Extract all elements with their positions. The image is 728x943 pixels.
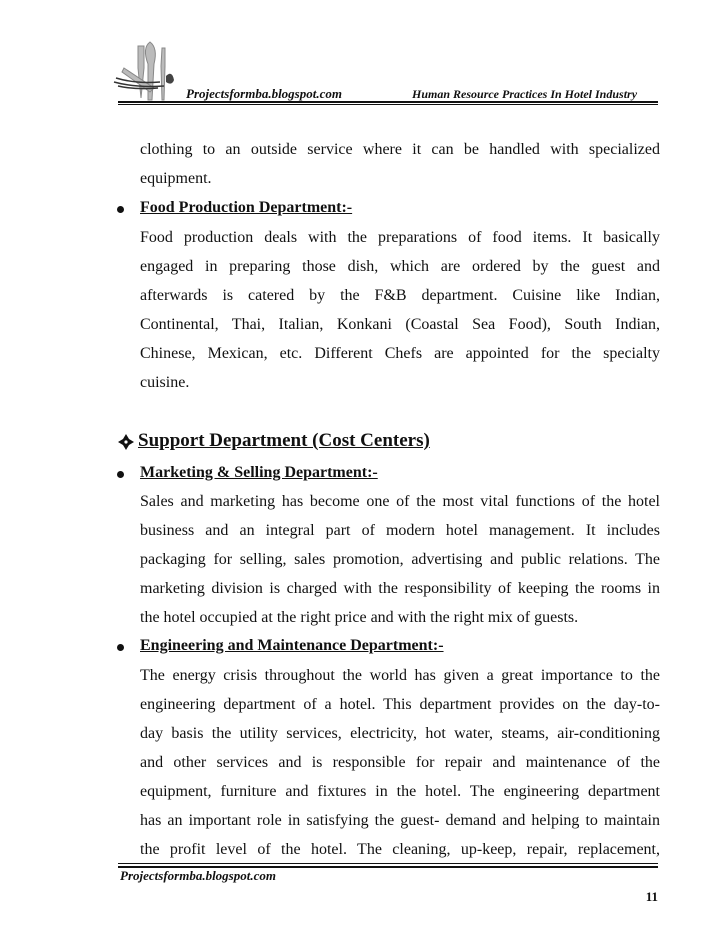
food-production-heading: Food Production Department:- [140,199,353,216]
body-line: packaging for selling, sales promotion, advertising and public relations. The [140,551,660,568]
body-line: Food production deals with the preparations of food items. It basically [140,229,660,246]
header-divider [118,101,658,103]
bullet-dot-icon [117,471,124,478]
body-line: equipment, furniture and fixtures in the hotel. The engineering department [140,783,660,800]
footer-site-name: Projectsformba.blogspot.com [120,868,276,883]
support-department-heading: Support Department (Cost Centers) [138,430,430,451]
body-line: the hotel occupied at the right price and with the right mix of guests. [140,609,579,626]
bullet-dot-icon [117,644,124,651]
cutlery-logo-icon [110,38,190,108]
body-line: day basis the utility services, electricity, hot water, steams, air-conditioning [140,725,660,742]
body-line: The energy crisis throughout the world has given a great importance to the [140,667,660,684]
footer-divider [118,863,658,864]
header-site-name: Projectsformba.blogspot.com [186,86,342,101]
body-line: business and an integral part of modern hotel management. It includes [140,522,660,539]
body-line: afterwards is catered by the F&B department. Cuisine like Indian, [140,287,660,304]
header-divider-thin [118,104,658,105]
body-line: equipment. [140,170,212,187]
body-line: marketing division is charged with the responsibility of keeping the rooms in [140,580,660,597]
body-line: Sales and marketing has become one of the most vital functions of the hotel [140,493,660,510]
body-line: the profit level of the hotel. The cleaning, up-keep, repair, replacement, [140,841,660,858]
engineering-heading: Engineering and Maintenance Department:- [140,637,444,654]
body-line: and other services and is responsible for repair and maintenance of the [140,754,660,771]
body-line: clothing to an outside service where it can be handled with specialized [140,141,660,158]
page-number: 11 [645,889,658,904]
body-line: Chinese, Mexican, etc. Different Chefs are appointed for the specialty [140,345,660,362]
body-line: cuisine. [140,374,190,391]
body-line: Continental, Thai, Italian, Konkani (Coastal Sea Food), South Indian, [140,316,660,333]
marketing-heading: Marketing & Selling Department:- [140,464,378,481]
diamond-bullet-icon [118,434,134,450]
header-document-title: Human Resource Practices In Hotel Industry [412,87,638,101]
body-line: engaged in preparing those dish, which are ordered by the guest and [140,258,660,275]
body-line: has an important role in satisfying the guest- demand and helping to maintain [140,812,660,829]
bullet-dot-icon [117,206,124,213]
body-line: engineering department of a hotel. This department provides on the day-to- [140,696,660,713]
